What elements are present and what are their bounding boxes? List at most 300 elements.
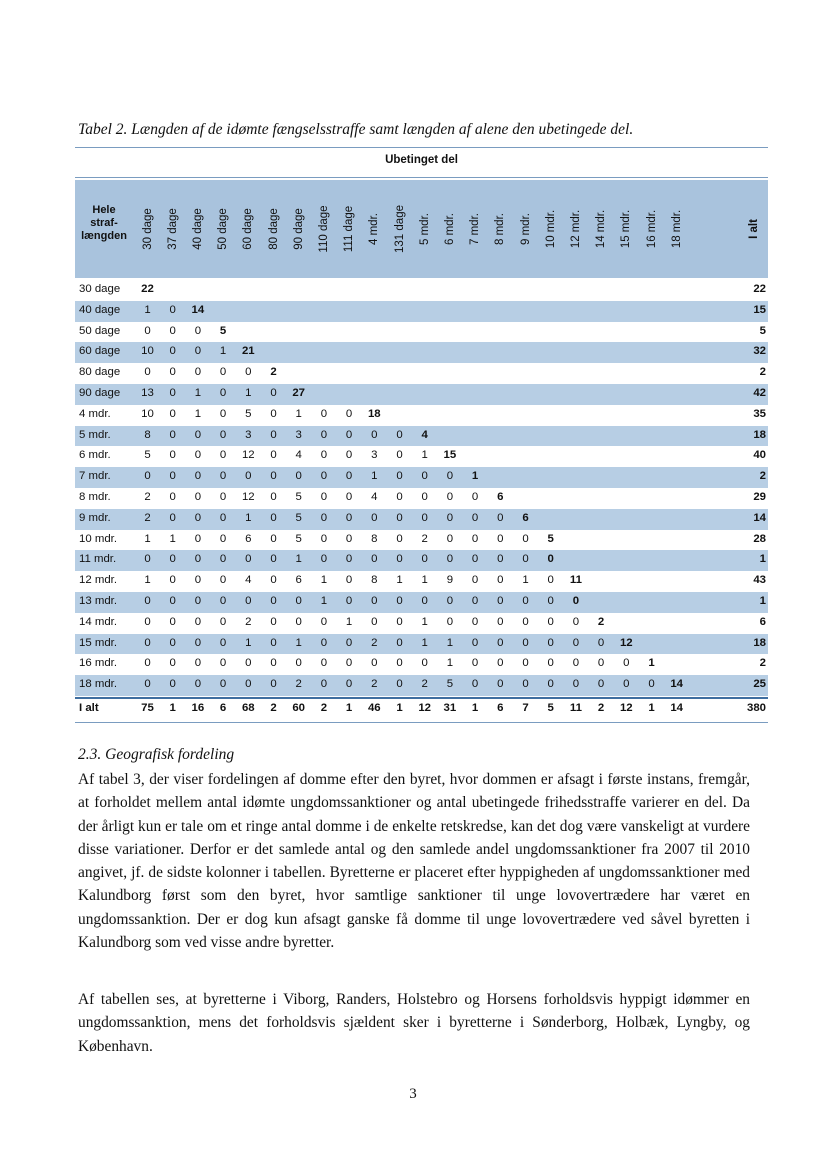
column-header: 40 dage: [191, 208, 204, 250]
table-cell: 0: [169, 574, 176, 587]
table-cell: 0: [396, 470, 403, 483]
table-cell: 0: [194, 595, 202, 607]
table-cell: 2: [597, 615, 605, 628]
column-header: 60 dage: [242, 208, 255, 250]
table-cell: 1: [446, 657, 454, 670]
table-cell: 1: [345, 702, 353, 714]
table-cell: 11: [569, 574, 582, 587]
table-cell: 0: [471, 491, 479, 503]
table-cell: 0: [446, 615, 454, 628]
table-cell: 0: [522, 595, 529, 607]
table-cell: 12: [619, 702, 633, 714]
table-cell: 0: [144, 678, 151, 691]
table-cell: 2: [245, 615, 252, 628]
table-cell: 0: [648, 678, 655, 691]
row-label: 4 mdr.: [79, 407, 111, 420]
row-total: 2: [759, 366, 766, 379]
row-label: 7 mdr.: [79, 470, 111, 483]
table-cell: 0: [345, 532, 353, 545]
table-cell: 0: [169, 636, 176, 649]
table-cell: 0: [320, 636, 328, 649]
table-cell: 1: [245, 636, 252, 649]
table-cell: 5: [547, 702, 554, 714]
table-cell: 0: [371, 553, 378, 566]
corner-label-line: længden: [81, 230, 127, 242]
table-cell: 0: [219, 615, 227, 628]
table-cell: 0: [320, 678, 328, 691]
table-cell: 0: [497, 595, 504, 607]
table-cell: 0: [471, 678, 479, 691]
row-total: 32: [753, 345, 766, 358]
table-cell: 0: [597, 678, 605, 691]
table-cell: 0: [471, 657, 479, 670]
table-cell: 0: [270, 511, 277, 524]
table-cell: 1: [648, 702, 655, 714]
table-caption: Tabel 2. Længden af de idømte fængselsstraffe samt længden af alene den ubetingede del.: [78, 121, 634, 138]
row-total: 5: [759, 324, 766, 337]
table-cell: 75: [141, 702, 154, 714]
table-cell: 0: [295, 595, 302, 607]
table-cell: 12: [619, 636, 633, 649]
table-cell: 4: [371, 491, 378, 503]
row-label: 40 dage: [79, 303, 121, 316]
table-cell: 5: [295, 491, 302, 503]
table-cell: 1: [320, 574, 328, 587]
table-cell: 0: [623, 657, 630, 670]
table-cell: 0: [320, 491, 328, 503]
row-total: 18: [753, 636, 766, 649]
table-row: [75, 509, 768, 530]
table-cell: 1: [648, 657, 655, 670]
table-cell: 1: [396, 702, 403, 714]
table-cell: 5: [245, 407, 252, 420]
row-label: 9 mdr.: [79, 511, 111, 524]
column-header-band: [75, 180, 768, 278]
table-cell: 0: [219, 428, 227, 441]
table-cell: 1: [421, 636, 428, 649]
table-cell: 0: [245, 553, 252, 566]
table-cell: 0: [497, 553, 504, 566]
column-header: 16 mdr.: [645, 209, 658, 249]
table-row: [75, 634, 768, 655]
table-cell: 6: [295, 574, 302, 587]
table-cell: 1: [421, 449, 428, 462]
table-cell: 0: [421, 511, 428, 524]
table-cell: 0: [320, 407, 328, 420]
table-cell: 6: [245, 532, 252, 545]
table-cell: 0: [194, 470, 202, 483]
column-header: 8 mdr.: [494, 213, 507, 245]
row-label: 18 mdr.: [79, 678, 117, 691]
table-cell: 0: [169, 615, 176, 628]
table-cell: 0: [270, 615, 277, 628]
row-total: 2: [759, 657, 766, 670]
table-cell: 0: [219, 678, 227, 691]
table-cell: 60: [292, 702, 306, 714]
table-cell: 0: [446, 532, 454, 545]
table-cell: 0: [219, 470, 227, 483]
table-cell: 13: [141, 387, 154, 399]
table-cell: 0: [471, 615, 479, 628]
table-cell: 0: [471, 532, 479, 545]
table-cell: 0: [345, 553, 353, 566]
table-cell: 0: [345, 407, 353, 420]
table-cell: 0: [169, 345, 176, 358]
row-total: 42: [753, 387, 766, 399]
row-total: 15: [753, 303, 766, 316]
table-cell: 0: [522, 657, 529, 670]
table-cell: 0: [169, 553, 176, 566]
column-header: 12 mdr.: [569, 209, 582, 249]
table-cell: 0: [446, 470, 454, 483]
table-cell: 1: [219, 345, 227, 358]
table-row: [75, 446, 768, 467]
corner-label: [75, 204, 133, 243]
table-cell: 0: [497, 511, 504, 524]
table-cell: 0: [396, 595, 403, 607]
table-cell: 14: [670, 702, 684, 714]
table-cell: 0: [396, 532, 403, 545]
table-cell: 0: [169, 470, 176, 483]
table-cell: 3: [295, 428, 302, 441]
table-cell: 0: [320, 428, 328, 441]
table-cell: 0: [371, 615, 378, 628]
table-cell: 18: [367, 407, 381, 420]
table-cell: 4: [295, 449, 302, 462]
row-total: 18: [753, 428, 766, 441]
table-cell: 14: [191, 303, 205, 316]
corner-label-line: straf-: [90, 217, 118, 229]
table-cell: 0: [270, 678, 277, 691]
table-cell: 22: [141, 283, 154, 295]
group-header: Ubetinget del: [385, 154, 458, 166]
column-header: 18 mdr.: [670, 209, 683, 249]
table-cell: 0: [270, 636, 277, 649]
table-cell: 0: [169, 303, 176, 316]
table-cell: 0: [345, 595, 353, 607]
table-cell: 0: [522, 553, 529, 566]
table-row: [75, 613, 768, 634]
column-header: 30 dage: [141, 208, 154, 250]
table-cell: 0: [194, 678, 202, 691]
column-header: 5 mdr.: [418, 213, 431, 245]
table-cell: 0: [169, 366, 176, 379]
table-cell: 0: [219, 366, 227, 379]
table-row: [75, 426, 768, 447]
table-cell: 0: [396, 428, 403, 441]
table-cell: 0: [345, 428, 353, 441]
table-cell: 0: [219, 595, 227, 607]
table-cell: 0: [396, 636, 403, 649]
table-cell: 0: [144, 657, 151, 670]
table-row: [75, 322, 768, 343]
table-cell: 0: [396, 491, 403, 503]
row-label: 60 dage: [79, 345, 121, 358]
table-cell: 0: [547, 615, 554, 628]
table-cell: 0: [396, 511, 403, 524]
table-cell: 0: [497, 657, 504, 670]
table-cell: 5: [295, 532, 302, 545]
row-label: 6 mdr.: [79, 449, 111, 462]
table-cell: 0: [194, 449, 202, 462]
row-label: 5 mdr.: [79, 428, 111, 441]
table-cell: 0: [320, 553, 328, 566]
table-cell: 5: [144, 449, 151, 462]
table-cell: 0: [219, 511, 227, 524]
table-cell: 0: [345, 470, 353, 483]
table-cell: 0: [245, 366, 252, 379]
table-cell: 0: [522, 636, 529, 649]
table-cell: 0: [547, 595, 554, 607]
table-cell: 0: [497, 574, 504, 587]
table-cell: 0: [270, 428, 277, 441]
column-header: 15 mdr.: [620, 209, 633, 249]
row-label: 80 dage: [79, 366, 121, 379]
table-cell: 2: [371, 636, 378, 649]
table-cell: 2: [295, 678, 302, 691]
table-cell: 1: [421, 615, 428, 628]
table-cell: 0: [320, 615, 328, 628]
table-cell: 11: [569, 702, 582, 714]
table-cell: 0: [270, 387, 277, 399]
table-cell: 0: [194, 615, 202, 628]
table-cell: 8: [371, 574, 378, 587]
table-cell: 31: [443, 702, 457, 714]
row-label: 16 mdr.: [79, 657, 117, 670]
table-cell: 10: [141, 345, 154, 358]
table-cell: 6: [497, 491, 504, 503]
table-cell: 0: [421, 491, 428, 503]
column-header-total: I alt: [747, 219, 760, 239]
table-cell: 0: [270, 491, 277, 503]
table-cell: 0: [169, 428, 176, 441]
table-cell: 0: [396, 678, 403, 691]
table-cell: 9: [446, 574, 454, 587]
table-cell: 0: [219, 553, 227, 566]
table-cell: 2: [371, 678, 378, 691]
column-header: 111 dage: [343, 205, 356, 253]
table-cell: 1: [320, 595, 328, 607]
column-header: 80 dage: [267, 208, 280, 250]
table-cell: 46: [367, 702, 381, 714]
table-cell: 0: [270, 407, 277, 420]
row-label: 8 mdr.: [79, 491, 111, 503]
table-cell: 0: [270, 553, 277, 566]
row-label: 12 mdr.: [79, 574, 117, 587]
table-cell: 0: [497, 615, 504, 628]
table-cell: 0: [144, 470, 151, 483]
row-total: 43: [753, 574, 766, 587]
table-cell: 21: [241, 345, 255, 358]
table-cell: 1: [144, 574, 151, 587]
body-paragraph: Af tabellen ses, at byretterne i Viborg, Randers, Holstebro og Horsens forholdsvis hyppigt idømmer en ungdomssanktion, mens det forholdsvis sjældent sker i byretterne i Sønderborg, Holbæk, Lyngby, og København.: [78, 991, 750, 1055]
table-cell: 0: [522, 532, 529, 545]
table-cell: 6: [219, 702, 227, 714]
table-cell: 0: [421, 595, 428, 607]
table-cell: 0: [371, 511, 378, 524]
table-cell: 1: [295, 636, 302, 649]
table-cell: 0: [396, 657, 403, 670]
table-cell: 0: [345, 491, 353, 503]
table-cell: 0: [446, 511, 454, 524]
table-cell: 5: [295, 511, 302, 524]
column-header: 7 mdr.: [469, 213, 482, 245]
table-cell: 0: [144, 366, 151, 379]
table-cell: 0: [219, 407, 227, 420]
column-header: 37 dage: [166, 208, 179, 250]
table-cell: 0: [345, 636, 353, 649]
table-cell: 1: [169, 702, 176, 714]
table-cell: 0: [446, 491, 454, 503]
table-cell: 27: [292, 387, 306, 399]
table-cell: 1: [471, 470, 479, 483]
table-cell: 1: [396, 574, 403, 587]
row-label: 11 mdr.: [79, 553, 117, 566]
table-cell: 8: [371, 532, 378, 545]
row-total: 35: [753, 407, 766, 420]
table-cell: 0: [194, 345, 202, 358]
table-cell: 0: [219, 449, 227, 462]
table-cell: 0: [169, 511, 176, 524]
table-cell: 0: [371, 657, 378, 670]
column-header: 4 mdr.: [368, 213, 381, 245]
table-cell: 0: [345, 678, 353, 691]
table-cell: 0: [169, 595, 176, 607]
column-header: 50 dage: [217, 208, 230, 250]
table-row: [75, 592, 768, 613]
table-cell: 5: [219, 324, 227, 337]
table-cell: 2: [320, 702, 328, 714]
table-cell: 0: [270, 657, 277, 670]
table-cell: 0: [345, 511, 353, 524]
table-cell: 0: [471, 636, 479, 649]
table-cell: 0: [194, 657, 202, 670]
table-cell: 0: [245, 678, 252, 691]
table-cell: 0: [547, 657, 554, 670]
row-label: 15 mdr.: [79, 636, 117, 649]
table-cell: 0: [245, 595, 252, 607]
table-cell: 0: [219, 491, 227, 503]
table-row: [75, 488, 768, 509]
table-row: [75, 654, 768, 675]
table-cell: 0: [270, 470, 277, 483]
table-cell: 0: [144, 615, 151, 628]
row-total: 22: [753, 283, 766, 295]
table-cell: 0: [169, 491, 176, 503]
table-cell: 8: [144, 428, 151, 441]
table-cell: 0: [371, 428, 378, 441]
table-cell: 1: [295, 407, 302, 420]
table-cell: 1: [295, 553, 302, 566]
table-cell: 6: [522, 511, 529, 524]
table-cell: 2: [144, 511, 151, 524]
table-cell: 0: [270, 532, 277, 545]
table-cell: 0: [471, 511, 479, 524]
table-cell: 0: [270, 449, 277, 462]
table-cell: 0: [320, 657, 328, 670]
table-cell: 68: [241, 702, 255, 714]
row-total: 1: [759, 595, 766, 607]
table-cell: 0: [597, 636, 605, 649]
table-cell: 0: [169, 324, 176, 337]
table-cell: 4: [421, 428, 428, 441]
table-cell: 0: [497, 678, 504, 691]
table-cell: 0: [345, 574, 353, 587]
table-cell: 0: [194, 428, 202, 441]
table-cell: 0: [547, 553, 554, 566]
table-row: [75, 280, 768, 301]
column-header: 6 mdr.: [443, 213, 456, 245]
table-cell: 2: [270, 702, 277, 714]
table-cell: 0: [547, 636, 554, 649]
table-row: [75, 363, 768, 384]
table-cell: 0: [623, 678, 630, 691]
table-cell: 0: [219, 387, 227, 399]
row-label: I alt: [79, 702, 99, 714]
table-cell: 0: [396, 553, 403, 566]
table-cell: 3: [245, 428, 252, 441]
table-row: [75, 467, 768, 488]
column-header: 10 mdr.: [544, 209, 557, 249]
column-header: 90 dage: [292, 208, 305, 250]
section-title: 2.3. Geografisk fordeling: [78, 746, 235, 763]
table-cell: 0: [421, 657, 428, 670]
table-cell: 0: [572, 678, 580, 691]
table-cell: 6: [497, 702, 504, 714]
table-cell: 0: [396, 615, 403, 628]
table-cell: 0: [345, 657, 353, 670]
table-cell: 5: [446, 678, 454, 691]
table-cell: 1: [421, 574, 428, 587]
total-row: [75, 699, 768, 720]
table-cell: 2: [144, 491, 151, 503]
table-cell: 0: [270, 595, 277, 607]
table-cell: 0: [572, 657, 580, 670]
table-cell: 0: [396, 449, 403, 462]
page-number: 3: [409, 1086, 417, 1102]
body-paragraph: Af tabel 3, der viser fordelingen af domme efter den byret, hvor dommen er afsagt i første instans, fremgår, at forholdet mellem antal idømte ungdomssanktioner og antal ubetingede frihedsstraffe varierer en del. Da der årligt kun er tale om et ringe antal domme i de enkelte retskredse, kan det dog være vanskeligt at vurdere disse variationer. Derfor er det samlede antal og den samlede andel ungdomssanktioner fra 2007 til 2010 angivet, jf. de sidste kolonner i tabellen. Byretterne er placeret efter hyppigheden af ungdomssanktioner med Kalundborg først som den byret, hvor samtlige sanktioner til unge lovovertrædere har været en ungdomssanktion. Der er dog kun afsagt ganske få domme til unge lovovertrædere ved såvel byretten i Kalundborg som ved visse andre byretter.: [78, 771, 750, 952]
row-total: 2: [759, 470, 766, 483]
table-cell: 1: [371, 470, 378, 483]
row-label: 13 mdr.: [79, 595, 117, 607]
table-cell: 0: [421, 470, 428, 483]
table-cell: 0: [446, 595, 454, 607]
table-cell: 0: [572, 595, 580, 607]
table-cell: 0: [169, 407, 176, 420]
table-cell: 1: [144, 532, 151, 545]
table-cell: 1: [194, 387, 202, 399]
table-cell: 0: [295, 470, 302, 483]
table-cell: 0: [169, 387, 176, 399]
table-cell: 10: [141, 407, 154, 420]
table-cell: 0: [522, 615, 529, 628]
table-row: [75, 550, 768, 571]
row-label: 10 mdr.: [79, 532, 117, 545]
column-header: 110 dage: [317, 205, 330, 253]
table-cell: 1: [522, 574, 529, 587]
row-total: 40: [753, 449, 766, 462]
table-cell: 2: [270, 366, 277, 379]
table-cell: 15: [443, 449, 457, 462]
table-cell: 0: [169, 678, 176, 691]
row-total: 6: [759, 615, 766, 628]
table-bottom-rule: [75, 722, 768, 723]
table-top-rule: [75, 147, 768, 148]
column-header: 14 mdr.: [595, 209, 608, 249]
table-row: [75, 342, 768, 363]
table-row: [75, 571, 768, 592]
table-cell: 0: [572, 615, 580, 628]
